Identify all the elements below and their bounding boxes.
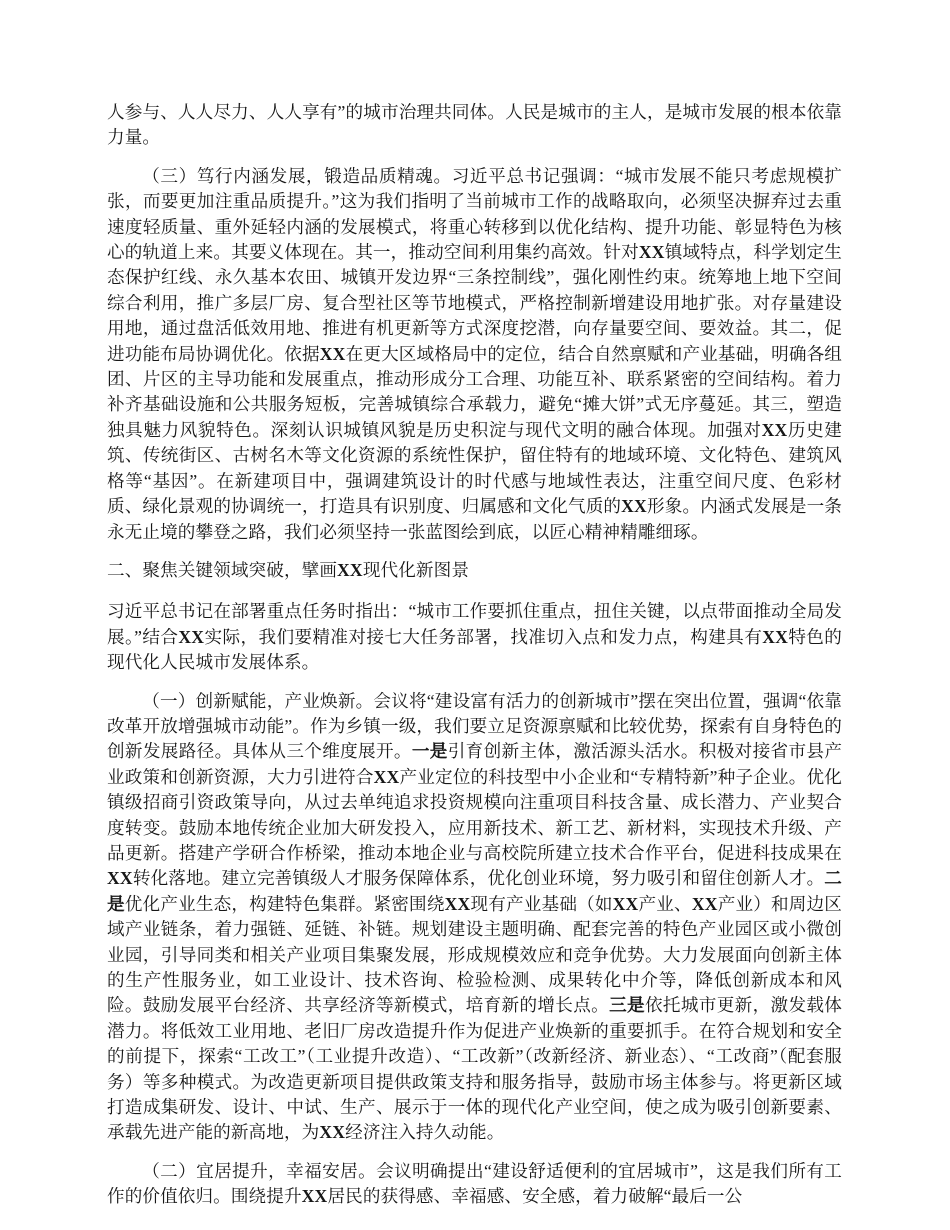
text-run: 产业）和周边区域产业链条，着力强链、延链、补链。规划建设主题明确、配套完善的特色产业园区或小微创业园，引导同类和相关产业项目集聚发展，形成规模效应和竞争优势。大力发展面向创新主体的生产性服务业，如工业设计、技术咨询、检验检测、成果转化中介等，降低创新成本和风险。鼓励发展平台经济、共享经济等新模式，培育新的增长点。 xyxy=(107,893,842,1016)
placeholder-xx: XX xyxy=(373,766,400,787)
placeholder-xx: XX xyxy=(638,242,665,263)
text-run: （二）宜居提升，幸福安居。会议明确提出“建设舒适便利的宜居城市”，这是我们所有工作的价值依归。围绕提升 xyxy=(107,1160,842,1207)
placeholder-xx: XX xyxy=(444,893,471,914)
placeholder-xx: XX xyxy=(691,893,718,914)
text-run: 现代化新图景 xyxy=(362,559,470,580)
text-run: 习近平总书记在部署重点任务时指出：“城市工作要抓住重点，扭住关键，以点带面推动全局发展。”结合 xyxy=(107,601,842,647)
text-run: 经济注入持久动能。 xyxy=(345,1122,505,1143)
text-run: 镇域特点，科学划定生态保护红线、永久基本农田、城镇开发边界“三条控制线”，强化刚性约束。统筹地上地下空间综合利用，推广多层厂房、复合型社区等节地模式，严格控制新增建设用地扩张。对存量建设用地，通过盘活低效用地、推进有机更新等方式深度挖潜，向存量要空间、要效益。其二，促进功能布局协调优化。依据 xyxy=(107,242,842,364)
body-paragraph xyxy=(107,100,842,151)
text-run: 历史建筑、传统街区、古树名木等文化资源的系统性保护，留住特有的地域环境、文化特色、建筑风格等“基因”。在新建项目中，强调建筑设计的时代感与地域性表达，注重空间尺度、色彩材质、绿化景观的协调统一，打造具有识别度、归属感和文化气质的 xyxy=(107,419,842,517)
placeholder-xx: XX xyxy=(178,626,205,647)
text-run: 特色的现代化人民城市发展体系。 xyxy=(107,626,842,673)
text-run: 引育创新主体，激活源头活水。积极对接省市县产业政策和创新资源，大力引进符合 xyxy=(107,741,843,787)
body-paragraph xyxy=(107,599,842,675)
text-run: 产业定位的科技型中小企业和“专精特新”种子企业。优化镇级招商引资政策导向，从过去单纯追求投资规模向注重项目科技含量、成长潜力、产业契合度转变。鼓励本地传统企业加大研发投入，应用新技术、新工艺、新材料，实现技术升级、产品更新。搭建产学研合作桥梁，推动本地企业与高校院所建立技术合作平台，促进科技成果在 xyxy=(107,766,842,863)
body-paragraph xyxy=(107,1159,842,1210)
placeholder-xx: XX xyxy=(761,419,788,440)
placeholder-xx: XX xyxy=(612,893,639,914)
body-paragraph xyxy=(107,164,842,545)
document-body xyxy=(107,100,842,1223)
text-run: 产业、 xyxy=(638,893,692,914)
text-run: 人参与、人人尽力、人人享有”的城市治理共同体。人民是城市的主人，是城市发展的根本依靠力量。 xyxy=(107,102,842,148)
placeholder-xx: XX xyxy=(301,1186,328,1207)
text-run: 优化产业生态，构建特色集群。紧密围绕 xyxy=(124,893,445,914)
text-run: 依托城市更新，激发载体潜力。将低效工业用地、老旧厂房改造提升作为促进产业焕新的重要抓手。在符合规划和安全的前提下，探索“工改工”（工业提升改造）、“工改新”（改新经济、新业态）、“工改商”（配套服务）等多种模式。为改造更新项目提供政策支持和服务指导，鼓励市场主体参与。将更新区域打造成集研发、设计、中试、生产、展示于一体的现代化产业空间，使之成为吸引创新要素、承载先进产能的新高地，为 xyxy=(107,995,842,1143)
emphasis-run: 一是 xyxy=(411,741,448,762)
placeholder-xx: XX xyxy=(337,559,363,580)
emphasis-run: 三是 xyxy=(609,995,645,1016)
text-run: 在更大区域格局中的定位，结合自然禀赋和产业基础，明确各组团、片区的主导功能和发展重点，推动形成分工合理、功能互补、联系紧密的空间结构。着力补齐基础设施和公共服务短板，完善城镇综合承载力，避免“摊大饼”式无序蔓延。其三，塑造独具魅力风貌特色。深刻认识城镇风貌是历史积淀与现代文明的融合体现。加强对 xyxy=(107,343,843,440)
text-run: （一）创新赋能，产业焕新。会议将“建设富有活力的创新城市”摆在突出位置，强调“依靠改革开放增强城市动能”。作为乡镇一级，我们要立足资源禀赋和比较优势，探索有自身特色的创新发展路径。具体从三个维度展开。 xyxy=(107,690,842,762)
placeholder-xx: XX xyxy=(107,868,133,889)
placeholder-xx: XX xyxy=(762,626,789,647)
text-run: 形象。内涵式发展是一条永无止境的攀登之路，我们必须坚持一张蓝图绘到底，以匠心精神精雕细琢。 xyxy=(107,496,842,542)
text-run: 居民的获得感、幸福感、安全感，着力破解“最后一公 xyxy=(327,1186,743,1207)
text-run: 现有产业基础（如 xyxy=(470,893,613,914)
placeholder-xx: XX xyxy=(319,1122,346,1143)
placeholder-xx: XX xyxy=(319,343,346,364)
section-heading xyxy=(107,558,842,583)
text-run: （三）笃行内涵发展，锻造品质精魂。习近平总书记强调：“城市发展不能只考虑规模扩张，而要更加注重品质提升。”这为我们指明了当前城市工作的战略取向，必须坚决摒弃过去重速度轻质量、重外延轻内涵的发展模式，将重心转移到以优化结构、提升功能、彰显特色为核心的轨道上来。其要义体现在。其一，推动空间利用集约高效。针对 xyxy=(107,165,842,263)
placeholder-xx: XX xyxy=(621,496,647,517)
text-run: 实际，我们要精准对接七大任务部署，找准切入点和发力点，构建具有 xyxy=(204,626,763,647)
emphasis-run: 二是 xyxy=(107,868,842,914)
text-run: 转化落地。建立完善镇级人才服务保障体系，优化创业环境，努力吸引和留住创新人才。 xyxy=(132,868,825,889)
text-run: 二、聚焦关键领域突破，擘画 xyxy=(107,559,338,580)
body-paragraph xyxy=(107,689,842,1146)
